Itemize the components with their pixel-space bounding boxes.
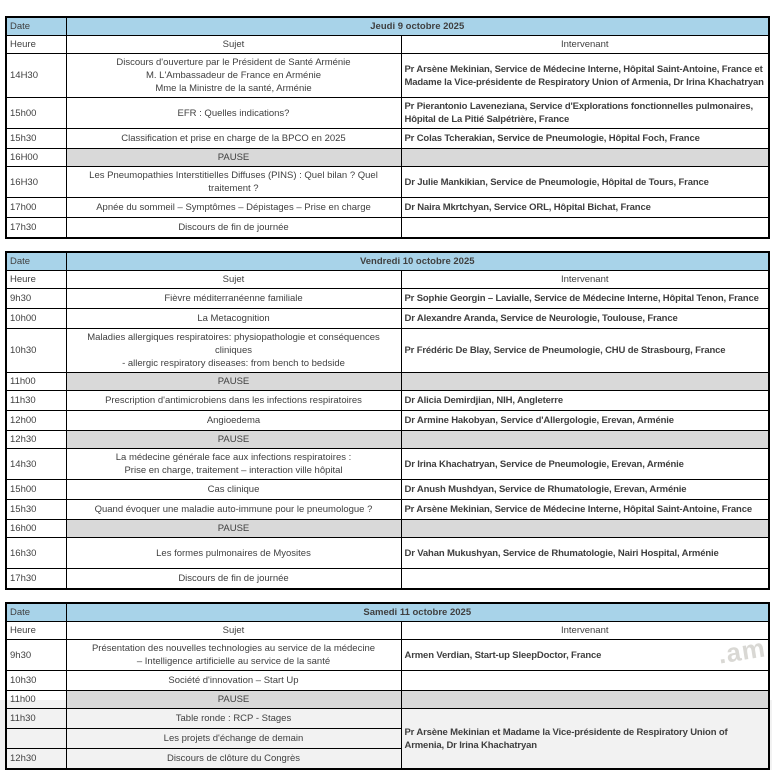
speaker-cell: Dr Naira Mkrtchyan, Service ORL, Hôpital Bichat, France (401, 198, 769, 218)
speaker-cell: Pr Arsène Mekinian et Madame la Vice-présidente de Respiratory Union of Armenia, Dr Irina Khachatryan (401, 709, 769, 770)
time-cell: 11h30 (6, 391, 66, 411)
subject-line: Maladies allergiques respiratoires: physiopathologie et conséquences cliniques (87, 332, 380, 356)
subject-line: Prise en charge, traitement – interaction ville hôpital (124, 465, 343, 476)
subject-cell: Cas clinique (66, 480, 401, 500)
column-header-row (6, 622, 769, 640)
day-header-row (6, 603, 769, 622)
subject-cell: Les projets d'échange de demain (66, 729, 401, 749)
speaker-cell: Pr Arsène Mekinian, Service de Médecine Interne, Hôpital Saint-Antoine, France et Madame la Vice-présidente de Respiratory Union of Armenia, Dr Irina Khachatryan (401, 54, 769, 98)
session-row (6, 500, 769, 520)
subject-line: La médecine générale face aux infections respiratoires : (115, 452, 352, 463)
session-row (6, 198, 769, 218)
time-cell: 17h00 (6, 198, 66, 218)
pause-cell: PAUSE (66, 520, 401, 538)
subject-cell: Quand évoquer une maladie auto-immune pour le pneumologue ? (66, 500, 401, 520)
speaker-cell: Pr Frédéric De Blay, Service de Pneumologie, CHU de Strasbourg, France (401, 329, 769, 373)
time-cell (6, 729, 66, 749)
sujet-column-header: Sujet (66, 622, 401, 640)
session-row (6, 54, 769, 98)
intervenant-column-header: Intervenant (401, 271, 769, 289)
pause-cell: PAUSE (66, 149, 401, 167)
subject-cell: Discours de fin de journée (66, 569, 401, 590)
time-cell: 12h30 (6, 749, 66, 770)
subject-cell (66, 640, 401, 671)
pause-cell-right (401, 431, 769, 449)
day-title: Vendredi 10 octobre 2025 (66, 252, 769, 271)
schedule-table-day-2 (5, 251, 770, 590)
session-row (6, 709, 769, 729)
pause-row (6, 373, 769, 391)
subject-cell: Angioedema (66, 411, 401, 431)
pause-cell: PAUSE (66, 431, 401, 449)
session-row (6, 98, 769, 129)
day-header-row (6, 252, 769, 271)
intervenant-column-header: Intervenant (401, 36, 769, 54)
subject-cell (66, 329, 401, 373)
time-cell: 15h30 (6, 129, 66, 149)
session-row (6, 218, 769, 239)
time-cell: 11h00 (6, 373, 66, 391)
subject-cell (66, 449, 401, 480)
date-label: Date (6, 603, 66, 622)
schedule-table-day-1 (5, 16, 770, 239)
pause-row (6, 691, 769, 709)
time-cell: 16H30 (6, 167, 66, 198)
pause-cell-right (401, 149, 769, 167)
session-row (6, 167, 769, 198)
time-cell: 11h00 (6, 691, 66, 709)
subject-cell: Classification et prise en charge de la BPCO en 2025 (66, 129, 401, 149)
time-cell: 10h30 (6, 671, 66, 691)
pause-row (6, 520, 769, 538)
day-title: Samedi 11 octobre 2025 (66, 603, 769, 622)
time-cell: 15h30 (6, 500, 66, 520)
time-cell: 15h00 (6, 480, 66, 500)
subject-cell: Discours de fin de journée (66, 218, 401, 239)
pause-cell-right (401, 691, 769, 709)
time-cell: 16h00 (6, 520, 66, 538)
subject-line: Discours d'ouverture par le Président de Santé Arménie (116, 57, 351, 68)
speaker-cell: Pr Sophie Georgin – Lavialle, Service de Médecine Interne, Hôpital Tenon, France (401, 289, 769, 309)
session-row (6, 129, 769, 149)
schedule-sections (5, 16, 768, 770)
speaker-cell: Dr Irina Khachatryan, Service de Pneumologie, Erevan, Arménie (401, 449, 769, 480)
sujet-column-header: Sujet (66, 36, 401, 54)
time-cell: 14H30 (6, 54, 66, 98)
time-cell: 16H00 (6, 149, 66, 167)
session-row (6, 640, 769, 671)
speaker-cell (401, 671, 769, 691)
subject-cell: Les formes pulmonaires de Myosites (66, 538, 401, 569)
pause-cell-right (401, 520, 769, 538)
time-cell: 17h30 (6, 569, 66, 590)
session-row (6, 411, 769, 431)
pause-cell: PAUSE (66, 373, 401, 391)
session-row (6, 569, 769, 590)
speaker-cell: Armen Verdian, Start-up SleepDoctor, France (401, 640, 769, 671)
subject-cell: Société d'innovation – Start Up (66, 671, 401, 691)
speaker-cell: Pr Colas Tcherakian, Service de Pneumologie, Hôpital Foch, France (401, 129, 769, 149)
speaker-cell: Dr Alicia Demirdjian, NIH, Angleterre (401, 391, 769, 411)
session-row (6, 289, 769, 309)
speaker-cell: Pr Pierantonio Laveneziana, Service d'Explorations fonctionnelles pulmonaires, Hôpital de La Pitié Salpétrière, France (401, 98, 769, 129)
subject-line: Mme la Ministre de la santé, Arménie (155, 83, 312, 94)
pause-cell: PAUSE (66, 691, 401, 709)
heure-column-header: Heure (6, 36, 66, 54)
time-cell: 10h30 (6, 329, 66, 373)
time-cell: 17h30 (6, 218, 66, 239)
speaker-cell (401, 218, 769, 239)
pause-row (6, 149, 769, 167)
subject-cell: Discours de clôture du Congrès (66, 749, 401, 770)
speaker-cell: Dr Armine Hakobyan, Service d'Allergologie, Erevan, Arménie (401, 411, 769, 431)
watermark: .am (716, 632, 768, 670)
session-row (6, 671, 769, 691)
subject-cell: Fièvre méditerranéenne familiale (66, 289, 401, 309)
subject-line: – Intelligence artificielle au service de la santé (136, 656, 331, 667)
day-title: Jeudi 9 octobre 2025 (66, 17, 769, 36)
subject-cell: Les Pneumopathies Interstitielles Diffuses (PINS) : Quel bilan ? Quel traitement ? (66, 167, 401, 198)
session-row (6, 391, 769, 411)
date-label: Date (6, 17, 66, 36)
speaker-cell: Dr Anush Mushdyan, Service de Rhumatologie, Erevan, Arménie (401, 480, 769, 500)
time-cell: 11h30 (6, 709, 66, 729)
day-header-row (6, 17, 769, 36)
schedule-table-day-3 (5, 602, 770, 770)
speaker-cell: Dr Alexandre Aranda, Service de Neurologie, Toulouse, France (401, 309, 769, 329)
sujet-column-header: Sujet (66, 271, 401, 289)
speaker-cell: Dr Vahan Mukushyan, Service de Rhumatologie, Nairi Hospital, Arménie (401, 538, 769, 569)
subject-line: Présentation des nouvelles technologies au service de la médecine (91, 643, 376, 654)
time-cell: 15h00 (6, 98, 66, 129)
date-label: Date (6, 252, 66, 271)
subject-cell: La Metacognition (66, 309, 401, 329)
session-row (6, 329, 769, 373)
intervenant-column-header: Intervenant (401, 622, 769, 640)
session-row (6, 309, 769, 329)
pause-row (6, 431, 769, 449)
time-cell: 12h00 (6, 411, 66, 431)
subject-cell: Apnée du sommeil – Symptômes – Dépistages – Prise en charge (66, 198, 401, 218)
subject-line: M. L'Ambassadeur de France en Arménie (145, 70, 321, 81)
subject-cell: Prescription d'antimicrobiens dans les infections respiratoires (66, 391, 401, 411)
time-cell: 12h30 (6, 431, 66, 449)
speaker-cell: Pr Arsène Mekinian, Service de Médecine Interne, Hôpital Saint-Antoine, France (401, 500, 769, 520)
time-cell: 16h30 (6, 538, 66, 569)
time-cell: 9h30 (6, 289, 66, 309)
subject-cell: EFR : Quelles indications? (66, 98, 401, 129)
column-header-row (6, 271, 769, 289)
column-header-row (6, 36, 769, 54)
time-cell: 10h00 (6, 309, 66, 329)
pause-cell-right (401, 373, 769, 391)
heure-column-header: Heure (6, 622, 66, 640)
subject-cell: Table ronde : RCP - Stages (66, 709, 401, 729)
speaker-cell: Dr Julie Mankikian, Service de Pneumologie, Hôpital de Tours, France (401, 167, 769, 198)
session-row (6, 480, 769, 500)
session-row (6, 449, 769, 480)
subject-line: - allergic respiratory diseases: from bench to bedside (122, 358, 345, 369)
subject-cell (66, 54, 401, 98)
time-cell: 14h30 (6, 449, 66, 480)
session-row (6, 538, 769, 569)
speaker-cell (401, 569, 769, 590)
heure-column-header: Heure (6, 271, 66, 289)
time-cell: 9h30 (6, 640, 66, 671)
